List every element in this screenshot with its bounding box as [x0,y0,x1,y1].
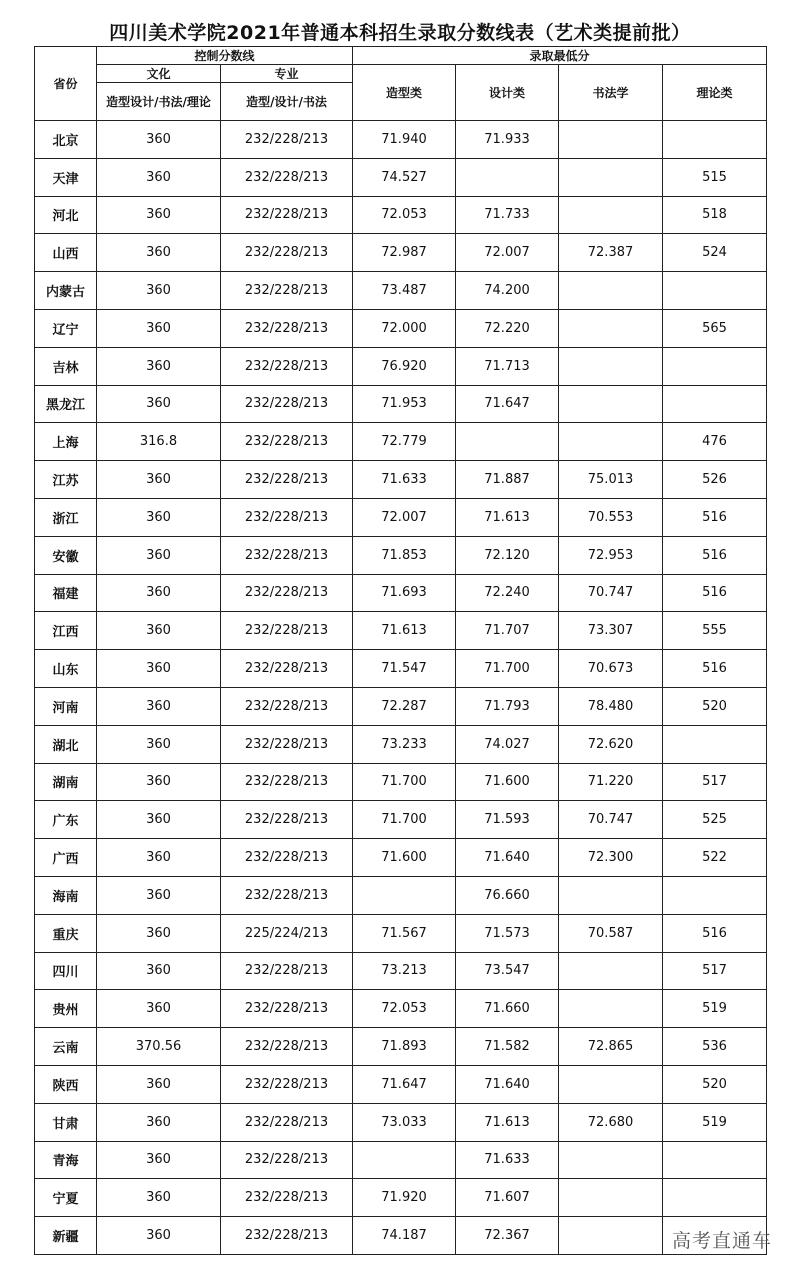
cell-sheji: 71.640 [456,1065,559,1103]
cell-culture: 360 [97,839,221,877]
cell-zaoxing: 71.613 [353,612,456,650]
table-row [35,423,767,461]
cell-culture: 370.56 [97,1028,221,1066]
cell-province: 海南 [35,876,97,914]
cell-major: 232/228/213 [221,839,353,877]
cell-sheji: 71.613 [456,498,559,536]
cell-sheji: 71.582 [456,1028,559,1066]
cell-culture: 360 [97,914,221,952]
cell-zaoxing: 72.287 [353,687,456,725]
table-row [35,990,767,1028]
cell-zaoxing: 71.693 [353,574,456,612]
cell-province: 山西 [35,234,97,272]
cell-zaoxing: 73.213 [353,952,456,990]
cell-lilun: 516 [663,536,767,574]
table-row [35,1217,767,1255]
cell-culture: 360 [97,234,221,272]
cell-culture: 360 [97,498,221,536]
cell-culture: 360 [97,309,221,347]
cell-lilun: 522 [663,839,767,877]
cell-lilun [663,876,767,914]
cell-sheji: 71.793 [456,687,559,725]
cell-major: 232/228/213 [221,234,353,272]
cell-zaoxing: 71.953 [353,385,456,423]
cell-zaoxing: 76.920 [353,347,456,385]
cell-major: 232/228/213 [221,536,353,574]
table-row [35,1103,767,1141]
cell-lilun: 520 [663,1065,767,1103]
cell-culture: 360 [97,461,221,499]
cell-shufa: 70.747 [559,574,663,612]
cell-culture: 316.8 [97,423,221,461]
cell-shufa [559,196,663,234]
cell-culture: 360 [97,876,221,914]
header-col-lilun: 理论类 [663,65,767,121]
cell-major: 232/228/213 [221,1103,353,1141]
cell-zaoxing: 71.940 [353,121,456,159]
cell-major: 232/228/213 [221,158,353,196]
cell-province: 贵州 [35,990,97,1028]
cell-sheji [456,423,559,461]
cell-shufa [559,990,663,1028]
cell-province: 辽宁 [35,309,97,347]
cell-sheji: 72.007 [456,234,559,272]
cell-lilun: 516 [663,914,767,952]
cell-major: 232/228/213 [221,763,353,801]
cell-major: 232/228/213 [221,461,353,499]
cell-zaoxing: 72.053 [353,196,456,234]
score-table [34,46,767,1255]
watermark: 高考直通车 [671,1230,772,1252]
cell-major: 232/228/213 [221,650,353,688]
cell-province: 广东 [35,801,97,839]
header-culture: 文化 [97,65,221,83]
cell-culture: 360 [97,990,221,1028]
header-major: 专业 [221,65,353,83]
cell-shufa: 72.953 [559,536,663,574]
cell-zaoxing: 74.187 [353,1217,456,1255]
cell-sheji: 71.613 [456,1103,559,1141]
cell-major: 232/228/213 [221,1141,353,1179]
page-title: 四川美术学院2021年普通本科招生录取分数线表（艺术类提前批） [109,22,691,44]
cell-culture: 360 [97,158,221,196]
cell-lilun [663,1179,767,1217]
cell-culture: 360 [97,612,221,650]
cell-sheji: 71.573 [456,914,559,952]
cell-province: 山东 [35,650,97,688]
cell-sheji: 74.027 [456,725,559,763]
cell-lilun: 516 [663,574,767,612]
cell-lilun: 517 [663,952,767,990]
cell-culture: 360 [97,687,221,725]
cell-province: 天津 [35,158,97,196]
cell-culture: 360 [97,1217,221,1255]
cell-shufa [559,385,663,423]
cell-province: 安徽 [35,536,97,574]
cell-province: 北京 [35,121,97,159]
cell-zaoxing: 71.920 [353,1179,456,1217]
cell-lilun: 516 [663,650,767,688]
cell-lilun: 525 [663,801,767,839]
cell-zaoxing: 72.007 [353,498,456,536]
table-row [35,687,767,725]
cell-culture: 360 [97,121,221,159]
cell-culture: 360 [97,574,221,612]
cell-sheji: 72.220 [456,309,559,347]
cell-sheji: 74.200 [456,272,559,310]
cell-sheji: 71.593 [456,801,559,839]
cell-culture: 360 [97,536,221,574]
cell-sheji: 73.547 [456,952,559,990]
cell-major: 232/228/213 [221,385,353,423]
cell-sheji: 71.633 [456,1141,559,1179]
cell-zaoxing: 72.779 [353,423,456,461]
cell-lilun: 519 [663,990,767,1028]
cell-province: 宁夏 [35,1179,97,1217]
cell-shufa: 70.673 [559,650,663,688]
cell-culture: 360 [97,801,221,839]
cell-province: 江苏 [35,461,97,499]
cell-zaoxing: 71.647 [353,1065,456,1103]
cell-zaoxing: 72.000 [353,309,456,347]
cell-major: 225/224/213 [221,914,353,952]
cell-zaoxing: 71.567 [353,914,456,952]
cell-culture: 360 [97,347,221,385]
cell-shufa [559,272,663,310]
cell-culture: 360 [97,1179,221,1217]
cell-shufa [559,1217,663,1255]
header-col-zaoxing: 造型类 [353,65,456,121]
cell-shufa: 71.220 [559,763,663,801]
table-row [35,385,767,423]
table-row [35,196,767,234]
cell-shufa [559,1179,663,1217]
table-row [35,650,767,688]
cell-major: 232/228/213 [221,1179,353,1217]
cell-lilun: 517 [663,763,767,801]
cell-zaoxing: 74.527 [353,158,456,196]
cell-shufa: 70.587 [559,914,663,952]
cell-lilun [663,385,767,423]
cell-major: 232/228/213 [221,1065,353,1103]
cell-major: 232/228/213 [221,1028,353,1066]
header-col-sheji: 设计类 [456,65,559,121]
cell-province: 河南 [35,687,97,725]
table-row [35,725,767,763]
cell-sheji [456,158,559,196]
cell-major: 232/228/213 [221,347,353,385]
cell-shufa [559,1065,663,1103]
table-row [35,801,767,839]
cell-zaoxing: 73.033 [353,1103,456,1141]
header-province: 省份 [35,47,97,121]
cell-sheji: 72.120 [456,536,559,574]
cell-lilun [663,272,767,310]
cell-province: 内蒙古 [35,272,97,310]
cell-lilun: 526 [663,461,767,499]
table-row [35,1065,767,1103]
cell-lilun: 515 [663,158,767,196]
cell-province: 湖南 [35,763,97,801]
cell-province: 重庆 [35,914,97,952]
table-row [35,158,767,196]
cell-major: 232/228/213 [221,574,353,612]
table-row [35,876,767,914]
cell-lilun [663,725,767,763]
table-row [35,914,767,952]
cell-lilun: 476 [663,423,767,461]
cell-shufa: 78.480 [559,687,663,725]
cell-sheji: 72.240 [456,574,559,612]
cell-zaoxing: 71.853 [353,536,456,574]
cell-culture: 360 [97,725,221,763]
cell-zaoxing: 72.053 [353,990,456,1028]
cell-lilun: 565 [663,309,767,347]
cell-province: 江西 [35,612,97,650]
header-min-score: 录取最低分 [353,47,767,65]
cell-shufa: 75.013 [559,461,663,499]
cell-culture: 360 [97,1103,221,1141]
cell-shufa: 72.300 [559,839,663,877]
cell-shufa: 73.307 [559,612,663,650]
cell-lilun [663,1141,767,1179]
cell-major: 232/228/213 [221,121,353,159]
cell-sheji: 71.933 [456,121,559,159]
table-row [35,272,767,310]
cell-major: 232/228/213 [221,725,353,763]
cell-sheji: 71.600 [456,763,559,801]
cell-zaoxing: 71.700 [353,801,456,839]
cell-shufa: 72.680 [559,1103,663,1141]
header-col-shufa: 书法学 [559,65,663,121]
cell-sheji: 72.367 [456,1217,559,1255]
cell-zaoxing: 73.487 [353,272,456,310]
cell-major: 232/228/213 [221,876,353,914]
cell-province: 吉林 [35,347,97,385]
cell-major: 232/228/213 [221,687,353,725]
cell-zaoxing: 71.700 [353,763,456,801]
cell-shufa: 72.620 [559,725,663,763]
cell-sheji: 71.733 [456,196,559,234]
cell-lilun: 524 [663,234,767,272]
cell-major: 232/228/213 [221,196,353,234]
cell-lilun: 516 [663,498,767,536]
cell-sheji: 71.640 [456,839,559,877]
cell-zaoxing [353,1141,456,1179]
cell-major: 232/228/213 [221,1217,353,1255]
table-row [35,234,767,272]
table-row [35,347,767,385]
cell-culture: 360 [97,952,221,990]
cell-shufa [559,347,663,385]
cell-shufa: 72.387 [559,234,663,272]
cell-sheji: 71.647 [456,385,559,423]
cell-lilun: 519 [663,1103,767,1141]
cell-shufa: 70.747 [559,801,663,839]
table-row [35,536,767,574]
cell-shufa: 72.865 [559,1028,663,1066]
cell-province: 新疆 [35,1217,97,1255]
cell-province: 上海 [35,423,97,461]
cell-shufa [559,158,663,196]
cell-province: 河北 [35,196,97,234]
cell-lilun: 555 [663,612,767,650]
cell-province: 浙江 [35,498,97,536]
cell-shufa [559,1141,663,1179]
cell-major: 232/228/213 [221,801,353,839]
cell-zaoxing: 71.547 [353,650,456,688]
cell-zaoxing [353,876,456,914]
cell-culture: 360 [97,196,221,234]
cell-lilun: 520 [663,687,767,725]
cell-zaoxing: 71.893 [353,1028,456,1066]
cell-culture: 360 [97,1065,221,1103]
table-row [35,309,767,347]
cell-shufa [559,876,663,914]
cell-province: 广西 [35,839,97,877]
cell-zaoxing: 73.233 [353,725,456,763]
cell-culture: 360 [97,1141,221,1179]
cell-zaoxing: 71.600 [353,839,456,877]
cell-major: 232/228/213 [221,309,353,347]
cell-culture: 360 [97,650,221,688]
cell-province: 湖北 [35,725,97,763]
cell-sheji: 71.887 [456,461,559,499]
cell-lilun: 518 [663,196,767,234]
cell-lilun [663,121,767,159]
table-row [35,498,767,536]
cell-shufa [559,952,663,990]
cell-shufa [559,423,663,461]
cell-culture: 360 [97,385,221,423]
cell-major: 232/228/213 [221,612,353,650]
table-row [35,1141,767,1179]
cell-major: 232/228/213 [221,423,353,461]
cell-province: 福建 [35,574,97,612]
cell-culture: 360 [97,763,221,801]
cell-major: 232/228/213 [221,498,353,536]
cell-shufa [559,309,663,347]
cell-major: 232/228/213 [221,990,353,1028]
cell-shufa [559,121,663,159]
cell-major: 232/228/213 [221,272,353,310]
cell-sheji: 71.700 [456,650,559,688]
header-culture-sub: 造型设计/书法/理论 [97,83,221,121]
table-header [35,47,767,121]
cell-shufa: 70.553 [559,498,663,536]
cell-zaoxing: 71.633 [353,461,456,499]
header-major-sub: 造型/设计/书法 [221,83,353,121]
cell-sheji: 76.660 [456,876,559,914]
table-row [35,952,767,990]
cell-province: 甘肃 [35,1103,97,1141]
cell-sheji: 71.707 [456,612,559,650]
table-row [35,1028,767,1066]
table-row [35,461,767,499]
table-row [35,612,767,650]
table-row [35,1179,767,1217]
header-control-line: 控制分数线 [97,47,353,65]
cell-province: 云南 [35,1028,97,1066]
table-row [35,763,767,801]
cell-province: 陕西 [35,1065,97,1103]
cell-sheji: 71.660 [456,990,559,1028]
table-row [35,574,767,612]
table-row [35,839,767,877]
cell-lilun: 536 [663,1028,767,1066]
cell-sheji: 71.607 [456,1179,559,1217]
table-row [35,121,767,159]
cell-culture: 360 [97,272,221,310]
cell-province: 黑龙江 [35,385,97,423]
cell-major: 232/228/213 [221,952,353,990]
cell-zaoxing: 72.987 [353,234,456,272]
cell-sheji: 71.713 [456,347,559,385]
cell-province: 青海 [35,1141,97,1179]
cell-lilun [663,347,767,385]
cell-province: 四川 [35,952,97,990]
table-body [35,121,767,1255]
